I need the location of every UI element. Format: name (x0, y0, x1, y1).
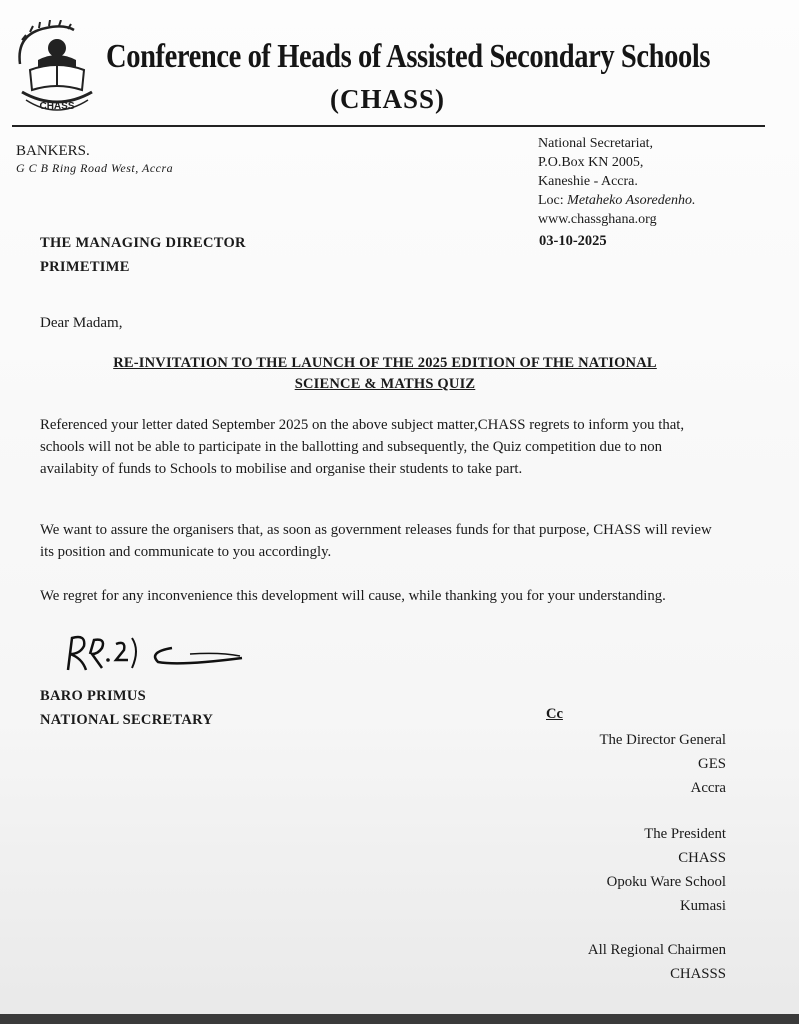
cc-recipient (560, 728, 726, 800)
salutation: Dear Madam, (40, 315, 123, 331)
cc-recipient (560, 822, 726, 918)
cc-line: All Regional Chairmen (587, 942, 726, 958)
signatory (40, 684, 213, 732)
logo-text: CHASS (39, 101, 75, 112)
cc-line: Accra (690, 780, 726, 796)
bottom-edge (0, 1014, 799, 1024)
chass-logo (12, 20, 102, 116)
letter-date: 03-10-2025 (539, 233, 607, 249)
website: www.chassghana.org (538, 212, 657, 227)
cc-label: Cc (546, 706, 563, 722)
cc-line: CHASS (678, 850, 726, 866)
cc-recipient (560, 938, 726, 986)
signatory-name: BARO PRIMUS (40, 688, 147, 704)
body-paragraph: We want to assure the organisers that, as soon as government releases funds for that purpose, CHASS will review its position and communicate to you accordingly. (40, 522, 712, 560)
header-divider (12, 125, 765, 127)
location-value: Metaheko Asoredenho. (567, 193, 696, 208)
signatory-title: NATIONAL SECRETARY (40, 712, 214, 728)
cc-line: The Director General (599, 732, 726, 748)
sender-address (538, 134, 695, 229)
subject-line: RE-INVITATION TO THE LAUNCH OF THE 2025 EDITION OF THE NATIONAL (113, 355, 657, 371)
address-line: P.O.Box KN 2005, (538, 155, 644, 170)
subject-heading (40, 353, 730, 395)
cc-line: CHASSS (670, 966, 726, 982)
address-location (538, 191, 695, 210)
letterhead-title: Conference of Heads of Assisted Secondary Schools (106, 38, 711, 75)
recipient-line: THE MANAGING DIRECTOR (40, 235, 246, 251)
body-paragraph: We regret for any inconvenience this development will cause, while thanking you for your understanding. (40, 588, 666, 604)
location-prefix: Loc: (538, 193, 564, 208)
subject-line: SCIENCE & MATHS QUIZ (294, 376, 476, 392)
address-line: Kaneshie - Accra. (538, 174, 638, 189)
cc-line: Opoku Ware School (606, 874, 726, 890)
bankers-label: BANKERS. (16, 143, 90, 159)
cc-line: GES (698, 756, 726, 772)
address-line: National Secretariat, (538, 136, 654, 151)
recipient-block (40, 231, 246, 279)
handwritten-signature (60, 630, 250, 680)
recipient-line: PRIMETIME (40, 259, 130, 275)
cc-line: Kumasi (679, 898, 726, 914)
bankers-value: G C B Ring Road West, Accra (16, 161, 174, 175)
body-paragraph: Referenced your letter dated September 2025 on the above subject matter,CHASS regrets to inform you that, schools will not be able to participate in the ballotting and subsequently, the Quiz competition due to non availabity of funds to Schools to mobilise and organise their students to take part. (40, 417, 685, 477)
cc-line: The President (644, 826, 726, 842)
letterhead-acronym: (CHASS) (330, 84, 446, 114)
